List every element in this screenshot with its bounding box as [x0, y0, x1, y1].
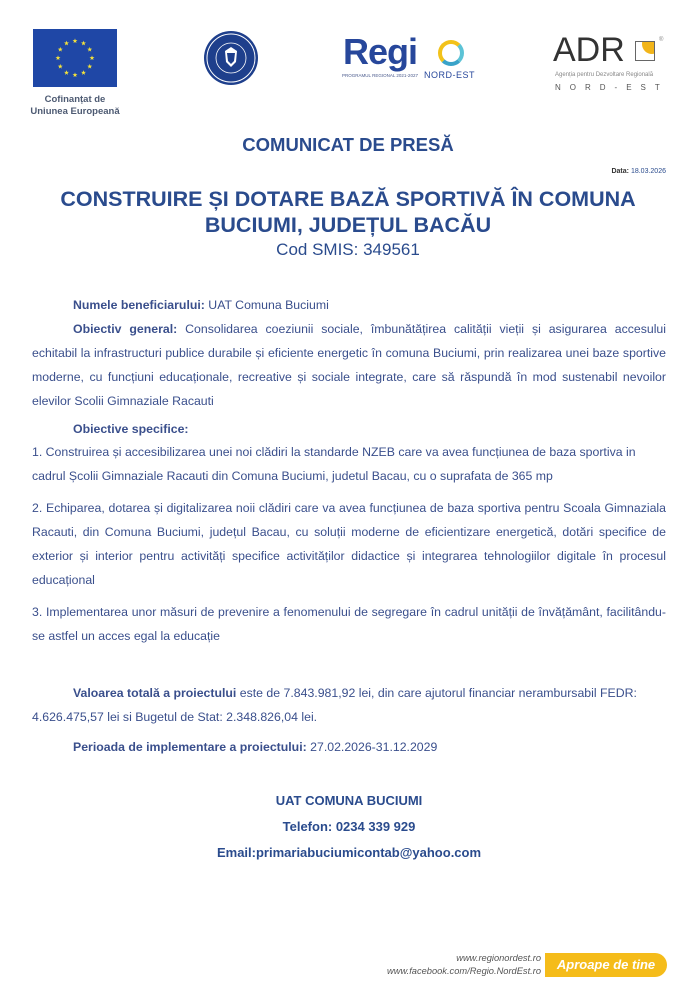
eu-star-icon: [87, 47, 92, 52]
eu-star-icon: [64, 41, 69, 46]
contact-block: [32, 788, 666, 866]
contact-name: UAT COMUNA BUCIUMI: [275, 793, 423, 808]
footer-links: [387, 952, 541, 978]
date-label: Data:: [611, 168, 629, 175]
general-objective-paragraph: [32, 317, 666, 413]
adr-nord-est: NORD-EST: [555, 83, 669, 92]
specific-objective-3: 3. Implementarea unor măsuri de prevenire a fenomenului de segregare în cadrul unității de învățământ, facilitându-se astfel un acces egal la educație: [32, 605, 666, 643]
adr-sun-icon: [635, 41, 655, 61]
specific-objectives-label: Obiective specifice:: [73, 422, 189, 436]
project-title: [20, 186, 676, 238]
project-value-text: este de 7.843.981,92 lei, din care ajutorul financiar nerambursabil FEDR: 4.626.475,57 lei si Bugetul de Stat: 2.348.826,04 lei.: [32, 686, 637, 724]
regio-logo: [340, 31, 480, 86]
eu-star-icon: [87, 64, 92, 69]
date-value: 18.03.2026: [630, 168, 666, 175]
smis-code: Cod SMIS: 349561: [276, 240, 420, 259]
regio-program-caption: PROGRAMUL REGIONAL 2021-2027: [342, 73, 418, 78]
footer-website-link[interactable]: www.regionordest.ro: [456, 953, 541, 963]
implementation-period-value: 27.02.2026-31.12.2029: [306, 740, 438, 754]
beneficiary-label: Numele beneficiarului:: [73, 298, 205, 312]
project-title-line2: BUCIUMI, JUDEȚUL BACĂU: [204, 213, 492, 237]
eu-star-icon: [73, 38, 78, 43]
eu-flag-logo: [33, 29, 117, 87]
eu-star-icon: [90, 55, 95, 60]
regio-ring-icon: [438, 40, 464, 66]
release-date: [611, 167, 666, 176]
specific-objective-1: 1. Construirea și accesibilizarea unei noi clădiri la standarde NZEB care va avea funcțiunea de baza sportiva in cadrul Școlii Gimnaziale Racauti din Comuna Buciumi, judetul Bacau, cu o suprafata de 365 mp: [32, 445, 636, 483]
registered-icon: ®: [659, 37, 664, 43]
slogan-badge: Aproape de tine: [545, 953, 667, 977]
eu-star-icon: [58, 47, 63, 52]
contact-email[interactable]: Email:primariabuciumicontab@yahoo.com: [216, 845, 482, 860]
government-seal-logo: [204, 31, 258, 85]
eu-caption-line2: Uniunea Europeană: [30, 106, 120, 117]
eu-star-icon: [73, 72, 78, 77]
implementation-period-label: Perioada de implementare a proiectului:: [73, 740, 307, 754]
adr-wordmark: ADR: [553, 31, 625, 69]
eu-stars-icon: [33, 29, 117, 87]
project-value-paragraph: [32, 681, 666, 729]
regio-nord-est: NORD-EST: [424, 70, 475, 80]
adr-logo: [553, 31, 678, 97]
adr-agency-caption: Agenția pentru Dezvoltare Regională: [555, 72, 654, 78]
regio-wordmark: Regi: [343, 31, 418, 72]
eu-star-icon: [56, 55, 61, 60]
contact-phone: Telefon: 0234 339 929: [282, 819, 416, 834]
beneficiary-value: UAT Comuna Buciumi: [204, 298, 329, 312]
eu-cofinancing-caption: [10, 94, 140, 118]
specific-objective-2: 2. Echiparea, dotarea și digitalizarea noii clădiri care va avea funcțiunea de baza sportiva pentru Scoala Gimnaziala Racauti, din Comuna Buciumi, județul Bacau, cu soluții moderne de eficientizare energetică, dotări specifice de exterior și interior pentru activități specifice activităților didactice și integrarea tehnologiilor digitale în procesul educațional: [32, 501, 666, 587]
press-release-body: [32, 293, 666, 866]
eu-star-icon: [81, 41, 86, 46]
coat-of-arms-icon: [204, 31, 258, 85]
eu-caption-line1: Cofinanțat de: [44, 94, 106, 105]
beneficiary-paragraph: [32, 293, 666, 317]
implementation-period-paragraph: [32, 735, 666, 759]
eu-star-icon: [58, 64, 63, 69]
eu-star-icon: [81, 70, 86, 75]
project-title-line1: CONSTRUIRE ȘI DOTARE BAZĂ SPORTIVĂ ÎN COMUNA: [60, 187, 636, 211]
project-value-label: Valoarea totală a proiectului: [73, 686, 237, 700]
footer-facebook-link[interactable]: www.facebook.com/Regio.NordEst.ro: [387, 966, 541, 976]
general-objective-label: Obiectiv general:: [73, 322, 178, 336]
general-objective-value: Consolidarea coeziunii sociale, îmbunătățirea calității vieții și asigurarea accesului echitabil la infrastructuri publice durabile și eficiente energetic în comuna Buciumi, prin realizarea unei baze sportive moderne, cu funcțiuni educaționale, recreative și sociale integrate, care să răspundă în mod sustenabil nevoilor elevilor Scolii Gimnaziale Racauti: [32, 322, 666, 408]
eu-star-icon: [64, 70, 69, 75]
press-release-title: COMUNICAT DE PRESĂ: [242, 134, 454, 155]
